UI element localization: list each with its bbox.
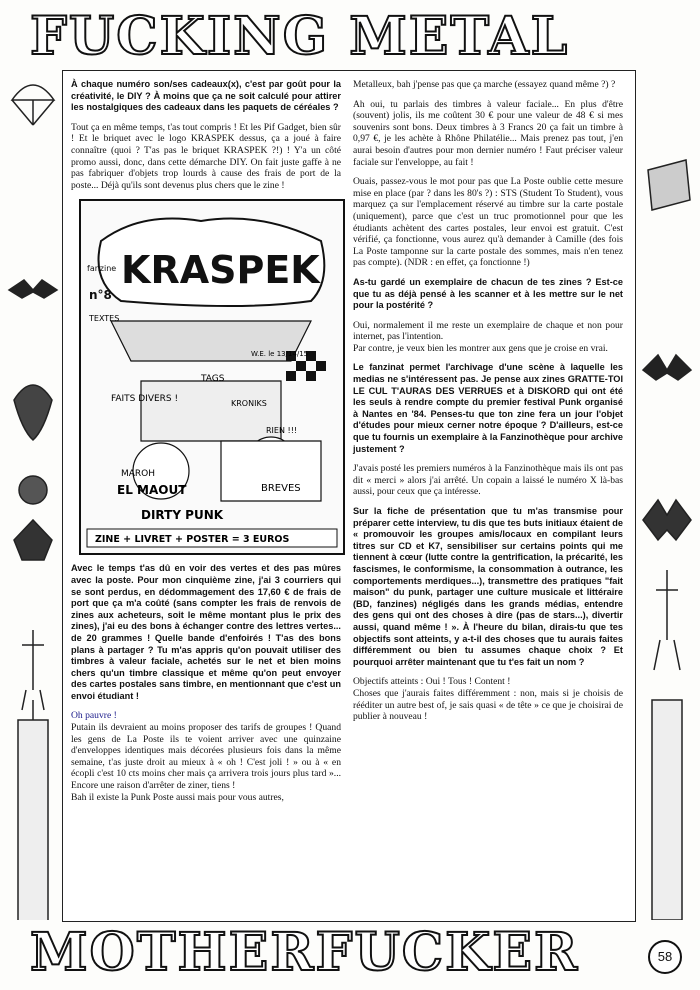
kraspek-cover-image	[79, 199, 345, 555]
cover-date-label: W.E. le 13/14/15	[251, 350, 309, 359]
skeleton-icon	[22, 630, 44, 710]
page-number: 58	[648, 940, 682, 974]
answer-archive-1: Oui, normalement il me reste un exemplaire de chaque et non pour internet, pas l'intention.	[353, 319, 623, 343]
right-column	[353, 79, 623, 731]
answer-goals-1: Objectifs atteints : Oui ! Tous ! Content !	[353, 676, 511, 688]
rock-icon	[648, 160, 690, 210]
cover-label-breves: BREVES	[261, 483, 301, 495]
answer-goals-2: Choses que j'aurais faites différemment : non, mais si je choisis de rééditer un autre best of, je sais quasi « de tête » ce que je choisirai de publier à nouveau !	[353, 687, 623, 723]
cover-label-kroniks: KRONIKS	[231, 399, 267, 409]
bird-icon	[14, 385, 52, 440]
cover-label-faits-divers: FAITS DIVERS !	[111, 394, 179, 405]
cover-label-rien: RIEN !!!	[266, 426, 298, 436]
footer-title: MOTHERFUCKER	[30, 921, 580, 983]
cover-label-dirty-punk: DIRTY PUNK	[141, 508, 224, 523]
answer-fanzinotheque: J'avais posté les premiers numéros à la Fanzinothèque mais ils ont pas dit « merci » alors j'ai arrêté. Un copain a laissé le numéro X là-bas aussi, pour ceux que ça intéresse.	[353, 463, 623, 498]
answer-gifts: Tout ça en même temps, t'as tout compris ! Et les Pif Gadget, bien sûr ! Et le briquet avec le logo KRASPEK dessus, ça a joué à faire connaître (quoi ? T'as pas le briquet KRASPEK ?!) ! Y'a un côté promo aussi, donc, dans cette démarche DIY. On fait juste gaffe à ne pas fabriquer d'objets trop lourds à cause des frais de port de la poste... Déjà qu'ils sont devenus plus chers que le zine !	[71, 121, 341, 191]
article-box	[62, 70, 636, 922]
answer-archive-2: Par contre, je veux bien les montrer aux gens que je croise en vrai.	[353, 342, 608, 354]
header-banner	[30, 4, 670, 68]
cover-label-maroh: MAROH	[121, 469, 156, 480]
question-gifts: À chaque numéro son/ses cadeaux(x), c'est par goût pour la créativité, le DIY ? À moins que ça ne soit calculé pour attirer les nostalgiques des cadeaux dans les paquets de céréales ?	[71, 79, 341, 113]
cover-footer-line: ZINE + LIVRET + POSTER = 3 EUROS	[95, 534, 290, 546]
right-border-illustration	[638, 70, 696, 920]
winged-creature-icon	[643, 500, 691, 540]
parachute-icon	[12, 85, 54, 125]
answer-stamps: Ah oui, tu parlais des timbres à valeur faciale... En plus d'être (souvent) jolis, ils me coûtent 30 € pour une valeur de 48 € si mes souvenirs sont bons. Deux timbres à 3 Francs 20 ça fait un timbre à 0,97 €, je les achète à Rhône Philatélie... Mais prenez pas tout, j'en aurai besoin d'autres pour mon dernier numéro ! Faut préciser valeur faciale sur l'enveloppe, au fait !	[353, 98, 623, 168]
creature-icon	[14, 520, 52, 560]
footer-banner	[30, 920, 670, 984]
left-column	[71, 79, 341, 811]
answer-post-office	[71, 710, 341, 803]
cover-title: KRASPEK	[121, 248, 320, 293]
candle-icon	[652, 700, 682, 920]
cover-label-tags: TAGS	[201, 374, 225, 385]
cover-label-textes: TEXTES	[89, 314, 120, 324]
header-title: FUCKING METAL	[30, 5, 570, 67]
answer-sts: Ouais, passez-vous le mot pour pas que La Poste oublie cette mesure mise en place (par ? dans les 80's ?) : STS (Student To Student), vous marquez ça sur l'emplacement réservé au timbre sur la carte postale (uniquement), parce que c'est un truc promotionnel pour que les étudiants achètent des cartes postales, leur envoi est gratuit. C'est vérifié, ça fonctionne, vous aurez qu'à demander à Camille (des fois La Poste tamponne sur la carte postale des sommes, mais n'en tenez pas compte). (NDR : en effet, ça fonctionne !)	[353, 176, 623, 269]
left-border-illustration	[4, 70, 62, 920]
answer-post-office-end: Bah il existe la Punk Poste aussi mais pour vous autres,	[71, 791, 284, 803]
question-goals: Sur la fiche de présentation que tu m'as transmise pour préparer cette interview, tu dis que tes buts initiaux étaient de « promouvoir les groupes amis/locaux en compilant leurs titres sur CD et K7, sensibiliser sur certains points qui me tiennent à cœur (lutte contre la gentrification, la précarité, les fascismes, le conformisme, la consommation à outrance, les comportements merdiques...), transmettre des pratiques "fait maison" du punk, partager une culture musicale et littéraire (BD, fanzines) négligés dans les grands médias, entendre des gens qui ont des choses à dire (pas de stars...), divertir aussi, quand même ! ». À l'heure du bilan, dirais-tu que tes objectifs sont atteints, y a-t-il des choses que tu aurais faites différemment ou bien tu assumes chaque choix ? Et pourquoi arrêter maintenant que tu t'es fait un nom ?	[353, 506, 623, 667]
cover-label-el-maout: EL MAOUT	[117, 483, 187, 498]
question-fanzinat: Le fanzinat permet l'archivage d'une scène à laquelle les medias ne s'intéressent pas. Je pense aux zines GRATTE-TOI LE CUL T'AURAS DES VERRUES et à DISKORD qui ont été les seuls à rendre compte du premier festival Punk organisé à Nantes en '84. Penses-tu que ton zine fera un jour l'objet d'études pour mieux cerner notre époque ? D'ailleurs, est-ce que tu fournis un exemplaire à la Fanzinothèque pour archive justement ?	[353, 362, 623, 454]
question-post-office: Avec le temps t'as dû en voir des vertes et des pas mûres avec la poste. Pour mon cinquième zine, j'ai 3 courriers qui se sont perdus, en dédommagement des 17,60 € de frais de port que ça m'a coûté (sans compter les frais de renvois de zines aux acheteurs, soit le même montant plus le prix des zines), j'ai eu des bons à échanger contre des lettres vertes... de 20 grammes ! Quelle bande d'enfoirés ! T'as des bons plans à partager ? Tu m'as appris qu'on pouvait utiliser des timbres à valeur faciale, achetés sur le net et bien moins chers qu'un timbre classique et même qu'on peut envoyer des cartes postales sans timbre, en mentionnant que c'est un envoi étudiant !	[71, 563, 341, 701]
candle-icon	[18, 700, 48, 920]
answer-post-office-lead: Oh pauvre !	[71, 710, 117, 722]
figure-icon	[654, 570, 680, 670]
answer-archive	[353, 320, 623, 355]
cover-zine-label: fanzine	[87, 264, 117, 274]
answer-post-office-body: Putain ils devraient au moins proposer des tarifs de groupes ! Quand les gens de La Poste ils te voient arriver avec une quinzaine d'enveloppes identiques mais décorées plusieurs fois dans la même semaine, t'as juste droit au mieux à « oh ! C'est joli ! » ou à « en écopli c'est 10 cts moins cher mais ça arrivera trois jours plus tard »... Encore une raison d'arrêter de ziner, tiens !	[71, 722, 341, 792]
question-archive: As-tu gardé un exemplaire de chacun de tes zines ? Est-ce que tu as déjà pensé à les scanner et à les mettre sur le net pour la postérité ?	[353, 276, 623, 311]
answer-metalleux: Metalleux, bah j'pense pas que ça marche (essayez quand même ?) ?	[353, 79, 616, 90]
bat-icon	[9, 280, 57, 298]
cover-issue: n°8	[89, 288, 112, 303]
bat-icon	[643, 355, 691, 380]
answer-goals	[353, 676, 623, 722]
skull-icon	[19, 476, 47, 504]
